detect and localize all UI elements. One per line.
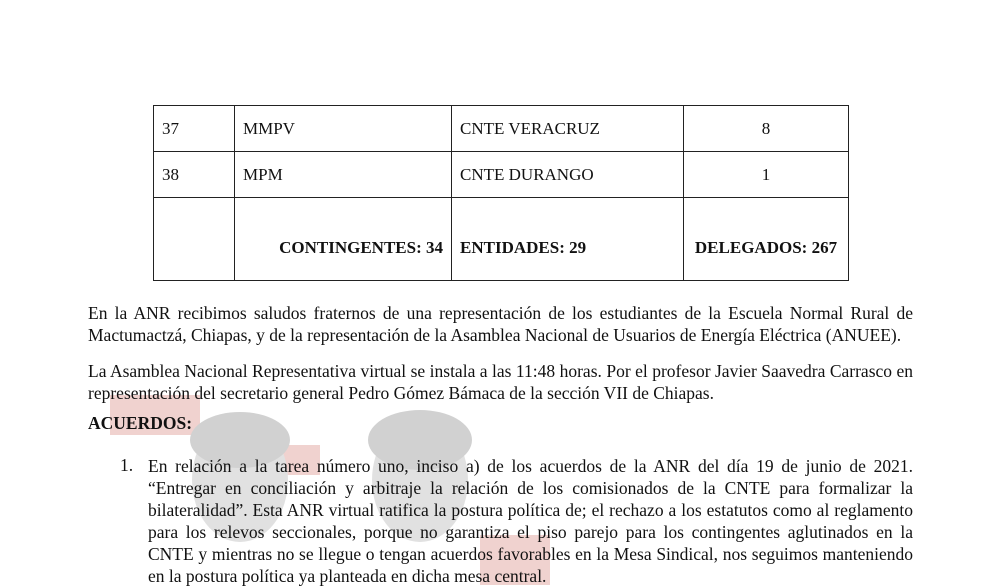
table-row [154, 106, 849, 152]
contingents-table [153, 105, 849, 281]
total-entities: ENTIDADES: 29 [452, 198, 684, 281]
total-delegates: DELEGADOS: 267 [684, 198, 849, 281]
row-entity: CNTE DURANGO [452, 152, 684, 198]
agreement-number: 1. [120, 455, 134, 475]
agreements-heading: ACUERDOS: [88, 413, 193, 433]
totals-empty-cell [154, 198, 235, 281]
paragraph-installation: La Asamblea Nacional Representativa virtual se instala a las 11:48 horas. Por el profesor Javier Saavedra Carrasco en representación del secretario general Pedro Gómez Bámaca de la sección VII de Chiapas. [88, 361, 913, 403]
row-entity: CNTE VERACRUZ [452, 106, 684, 152]
row-delegates: 1 [684, 152, 849, 198]
row-organization: MMPV [235, 106, 452, 152]
table-row [154, 152, 849, 198]
row-number: 37 [154, 106, 235, 152]
total-contingents: CONTINGENTES: 34 [235, 198, 452, 281]
row-number: 38 [154, 152, 235, 198]
row-organization: MPM [235, 152, 452, 198]
row-delegates: 8 [684, 106, 849, 152]
paragraph-greetings: En la ANR recibimos saludos fraternos de una representación de los estudiantes de la Escuela Normal Rural de Mactumactzá, Chiapas, y de la representación de la Asamblea Nacional de Usuarios de Energía Eléctrica (ANUEE). [88, 303, 913, 345]
totals-row [154, 198, 849, 281]
agreement-text: En relación a la tarea número uno, inciso a) de los acuerdos de la ANR del día 19 de junio de 2021. “Entregar en conciliación y arbitraje la relación de los comisionados de la CNTE para formalizar la bilateralidad”. Esta ANR virtual ratifica la postura política de; el rechazo a los estatutos como al reglamento para los relevos seccionales, porque no garantiza el piso parejo para los contingentes aglutinados en la CNTE y mientras no se llegue o tengan acuerdos favorables en la Mesa Sindical, nos seguimos manteniendo en la postura política ya planteada en dicha mesa central. [148, 456, 913, 586]
